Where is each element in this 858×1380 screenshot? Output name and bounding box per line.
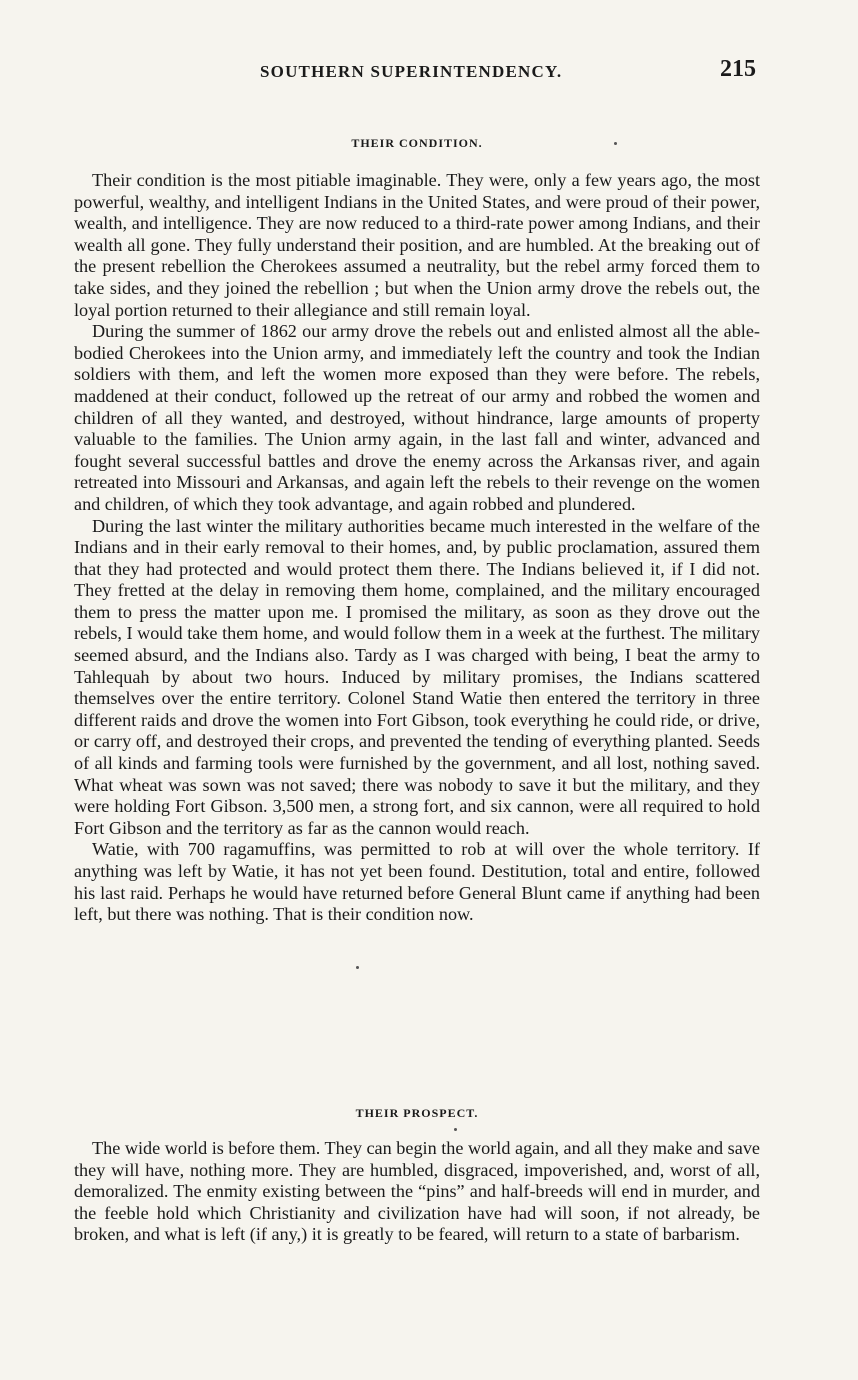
print-speck-mark [614,142,617,145]
section-body-condition [74,170,760,926]
paragraph: During the summer of 1862 our army drove the rebels out and enlisted almost all the able-bodied Cherokees into the Union army, and immediately left the country and took the Indian soldiers with them, and left the women more exposed than they were before. The rebels, maddened at their conduct, followed up the retreat of our army and robbed the women and children of all they wanted, and destroyed, without hindrance, large amounts of property valuable to the families. The Union army again, in the last fall and winter, advanced and fought several successful battles and drove the enemy across the Arkansas river, and again retreated into Missouri and Arkansas, and again left the rebels to their revenge on the women and children, of which they took advantage, and again robbed and plundered. [74,321,760,514]
section-heading-condition: THEIR CONDITION. [351,136,483,150]
print-speck-mark [356,966,359,969]
running-head [74,58,760,88]
section-body-prospect [74,1138,760,1246]
paragraph: Watie, with 700 ragamuffins, was permitted to rob at will over the whole territory. If anything was left by Watie, it has not yet been found. Destitution, total and entire, followed his last raid. Perhaps he would have returned before General Blunt came if anything had been left, but there was nothing. That is their condition now. [74,839,760,925]
page-number: 215 [720,56,756,82]
section-heading-prospect: THEIR PROSPECT. [355,1106,479,1120]
paragraph: During the last winter the military authorities became much interested in the welfare of the Indians and in their early removal to their homes, and, by public proclamation, assured them that they had protected and would protect them there. The Indians believed it, if I did not. They fretted at the delay in removing them home, complained, and the military encouraged them to press the matter upon me. I promised the military, as soon as they drove out the rebels, I would take them home, and would follow them in a week at the furthest. The military seemed absurd, and the Indians also. Tardy as I was charged with being, I beat the army to Tahlequah by about two hours. Induced by military promises, the Indians scattered themselves over the entire territory. Colonel Stand Watie then entered the territory in three different raids and drove the women into Fort Gibson, took everything he could ride, or drive, or carry off, and destroyed their crops, and prevented the tending of everything planted. Seeds of all kinds and farming tools were furnished by the government, and all lost, nothing saved. What wheat was sown was not saved; there was nobody to save it but the military, and they were holding Fort Gibson. 3,500 men, a strong fort, and six cannon, were all required to hold Fort Gibson and the territory as far as the cannon would reach. [74,515,760,838]
paragraph: The wide world is before them. They can begin the world again, and all they make and save they will have, nothing more. They are humbled, disgraced, impoverished, and, worst of all, demoralized. The enmity existing between the “pins” and half-breeds will end in murder, and the feeble hold which Christianity and civilization have had will soon, if not already, be broken, and what is left (if any,) it is greatly to be feared, will return to a state of barbarism. [74,1138,760,1245]
document-page [74,0,760,1380]
running-title: SOUTHERN SUPERINTENDENCY. [260,62,563,81]
paragraph: Their condition is the most pitiable imaginable. They were, only a few years ago, the most powerful, wealthy, and intelligent Indians in the United States, and were proud of their power, wealth, and intelligence. They are now reduced to a third-rate power among Indians, and their wealth all gone. They fully understand their position, and are humbled. At the breaking out of the present rebellion the Cherokees assumed a neutrality, but the rebel army forced them to take sides, and they joined the rebellion ; but when the Union army drove the rebels out, the loyal portion returned to their allegiance and still remain loyal. [74,170,760,320]
print-speck-mark [454,1128,457,1131]
